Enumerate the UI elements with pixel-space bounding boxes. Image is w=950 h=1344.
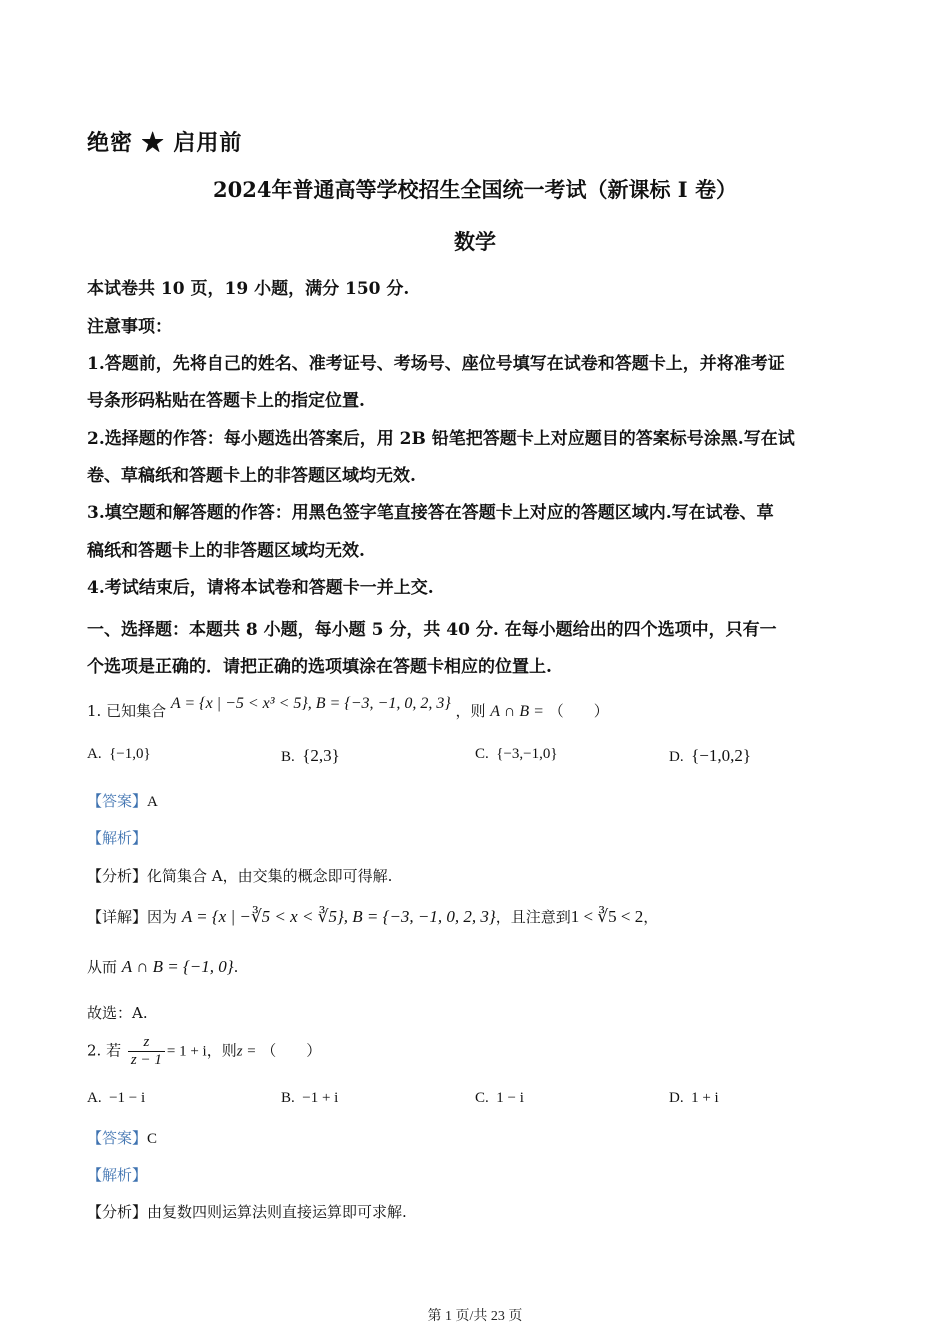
question-1-choice: 故选：A. xyxy=(87,1004,148,1022)
fraction-numerator: z xyxy=(128,1034,165,1052)
answer-tag: 【答案】 xyxy=(87,792,148,810)
note-3-line-2: 稿纸和答题卡上的非答题区域均无效. xyxy=(87,541,365,561)
question-2-option-b xyxy=(281,1090,338,1107)
section-1-instruction-line-2: 个选项是正确的．请把正确的选项填涂在答题卡相应的位置上. xyxy=(87,657,552,677)
option-value: −1 + i xyxy=(302,1090,339,1106)
option-value: {−1,0} xyxy=(109,746,151,762)
paper-summary: 本试卷共 10 页，19 小题，满分 150 分. xyxy=(87,279,410,299)
answer-blank: （ ） xyxy=(548,702,609,720)
question-text-suffix: ，则 xyxy=(455,702,486,720)
option-label: A. xyxy=(87,746,102,762)
question-1-analysis-tag: 【解析】 xyxy=(87,829,148,847)
answer-value: C xyxy=(147,1131,158,1147)
note-1-line-1: 1.答题前，先将自己的姓名、准考证号、考场号、座位号填写在试卷和答题卡上，并将准考证 xyxy=(87,354,785,374)
option-label: B. xyxy=(281,749,295,765)
note-2-line-2: 卷、草稿纸和答题卡上的非答题区域均无效. xyxy=(87,466,416,486)
question-text: 若 xyxy=(106,1041,122,1060)
question-2-option-c xyxy=(475,1090,524,1107)
option-label: D. xyxy=(669,749,684,765)
option-label: A. xyxy=(87,1090,102,1106)
exam-title: 2024年普通高等学校招生全国统一考试（新课标 I 卷） xyxy=(213,177,737,202)
detail-set-math: A = {x | −∛5 < x < ∛5}, B = {−3, −1, 0, 2, 3} xyxy=(181,907,496,926)
note-3-line-1: 3.填空题和解答题的作答：用黑色签字笔直接答在答题卡上对应的答题区域内.写在试卷、草 xyxy=(87,503,774,523)
intersection-math: A ∩ B = xyxy=(490,703,544,720)
note-4-line-1: 4.考试结束后，请将本试卷和答题卡一并上交. xyxy=(87,578,434,598)
ask-math: z = xyxy=(236,1043,257,1060)
question-1-option-d xyxy=(669,746,751,766)
option-value: {2,3} xyxy=(302,746,340,765)
question-1-detail xyxy=(87,906,658,927)
question-2-stem xyxy=(87,1034,321,1069)
question-text-suffix: ，则 xyxy=(206,1041,237,1060)
question-1-fenxi xyxy=(87,865,392,886)
note-2-line-1: 2.选择题的作答：每小题选出答案后，用 2B 铅笔把答题卡上对应题目的答案标号涂黑.写在试 xyxy=(87,429,795,449)
option-value: −1 − i xyxy=(109,1090,146,1106)
subject-title: 数学 xyxy=(454,229,496,254)
conclusion-prefix: 从而 xyxy=(87,958,118,976)
question-1-option-c xyxy=(475,746,558,763)
confidential-label: 绝密 ★ 启用前 xyxy=(87,130,243,156)
section-1-instruction-line-1: 一、选择题：本题共 8 小题，每小题 5 分，共 40 分. 在每小题给出的四个选项中，只有一 xyxy=(87,620,777,640)
page-number-footer: 第 1 页/共 23 页 xyxy=(427,1309,523,1324)
detail-prefix: 因为 xyxy=(147,908,178,926)
equation-rhs: = 1 + i xyxy=(166,1043,207,1060)
question-1-answer xyxy=(87,790,158,811)
question-number: 1. xyxy=(87,702,102,720)
detail-end: ， xyxy=(643,908,659,926)
option-value: 1 + i xyxy=(691,1090,719,1106)
fenxi-text: 由复数四则运算法则直接运算即可求解. xyxy=(147,1203,407,1221)
question-1-conclusion xyxy=(87,956,238,977)
option-value: 1 − i xyxy=(496,1090,524,1106)
question-text: 已知集合 xyxy=(106,702,167,720)
question-2-answer xyxy=(87,1127,157,1148)
fenxi-text: 化简集合 A，由交集的概念即可得解. xyxy=(147,867,393,885)
question-1-stem xyxy=(87,695,609,721)
option-label: C. xyxy=(475,1090,489,1106)
detail-tag: 【详解】 xyxy=(87,908,148,926)
detail-mid: ，且注意到 xyxy=(495,908,571,926)
conclusion-math: A ∩ B = {−1, 0} xyxy=(121,957,234,976)
question-1-option-a xyxy=(87,746,151,763)
fraction xyxy=(128,1034,165,1069)
question-number: 2. xyxy=(87,1041,102,1060)
fenxi-tag: 【分析】 xyxy=(87,867,148,885)
conclusion-end: . xyxy=(233,958,239,976)
question-2-option-d xyxy=(669,1090,719,1107)
note-1-line-2: 号条形码粘贴在答题卡上的指定位置. xyxy=(87,391,365,411)
question-2-option-a xyxy=(87,1090,145,1107)
set-definition-math: A = {x | −5 < x³ < 5}, B = {−3, −1, 0, 2, 3} xyxy=(170,695,451,712)
option-value: {−1,0,2} xyxy=(691,746,752,765)
answer-tag: 【答案】 xyxy=(87,1129,148,1147)
option-label: D. xyxy=(669,1090,684,1106)
notes-heading: 注意事项： xyxy=(87,317,172,337)
option-label: C. xyxy=(475,746,489,762)
fenxi-tag: 【分析】 xyxy=(87,1203,148,1221)
question-2-analysis-tag: 【解析】 xyxy=(87,1166,148,1184)
question-1-option-b xyxy=(281,746,340,766)
detail-inequality-math: 1 < ∛5 < 2 xyxy=(570,907,644,926)
option-value: {−3,−1,0} xyxy=(496,746,558,762)
fraction-denominator: z − 1 xyxy=(130,1052,162,1068)
answer-value: A xyxy=(147,794,158,810)
answer-blank: （ ） xyxy=(261,1041,322,1060)
option-label: B. xyxy=(281,1090,295,1106)
question-2-fenxi xyxy=(87,1201,407,1222)
